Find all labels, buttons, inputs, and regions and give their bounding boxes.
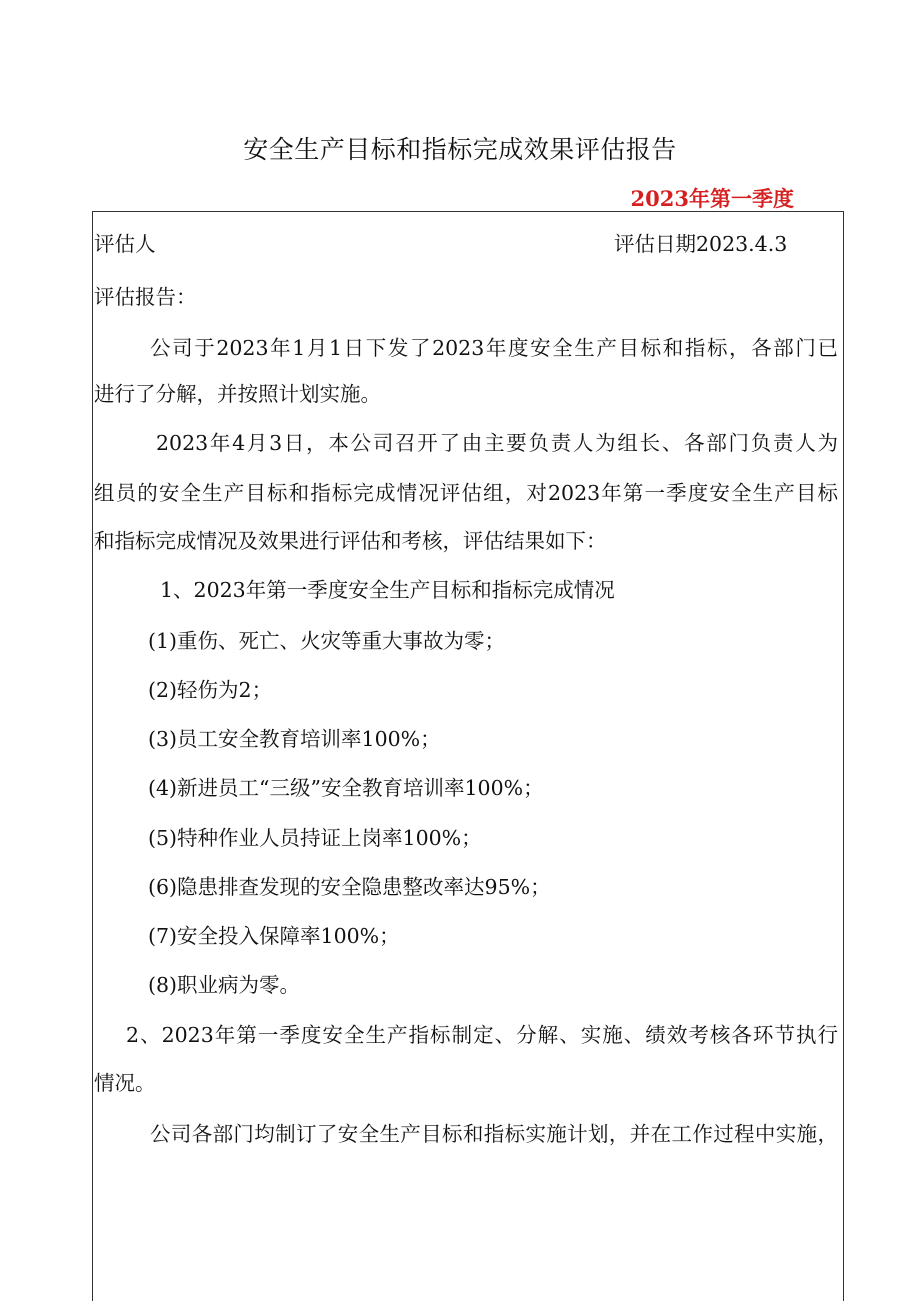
list-item: (2)轻伤为2；: [148, 678, 273, 702]
section-2-heading-line-1: 2、2023年第一季度安全生产指标制定、分解、实施、绩效考核各环节执行: [126, 1023, 838, 1047]
list-item: (7)安全投入保障率100%；: [148, 924, 400, 948]
paragraph-1-line-1: 公司于2023年1月1日下发了2023年度安全生产目标和指标，各部门已: [150, 336, 838, 360]
list-item: (6)隐患排查发现的安全隐患整改率达95%；: [148, 875, 551, 899]
section-1-heading: 1、2023年第一季度安全生产目标和指标完成情况: [160, 578, 615, 602]
document-title: 安全生产目标和指标完成效果评估报告: [243, 135, 677, 164]
evaluation-date: 评估日期2023.4.3: [614, 232, 788, 256]
list-item: (3)员工安全教育培训率100%；: [148, 727, 441, 751]
list-item: (5)特种作业人员持证上岗率100%；: [148, 826, 482, 850]
quarter-label: 2023年第一季度: [630, 186, 794, 211]
paragraph-1-line-2: 进行了分解，并按照计划实施。: [94, 382, 381, 406]
report-label: 评估报告：: [94, 285, 197, 309]
list-item: (4)新进员工“三级”安全教育培训率100%；: [148, 776, 544, 800]
paragraph-2-line-1: 2023年4月3日，本公司召开了由主要负责人为组长、各部门负责人为: [156, 431, 838, 455]
list-item: (8)职业病为零。: [148, 973, 301, 997]
paragraph-3-line-1: 公司各部门均制订了安全生产目标和指标实施计划，并在工作过程中实施，: [150, 1122, 838, 1146]
paragraph-2-line-3: 和指标完成情况及效果进行评估和考核，评估结果如下：: [94, 529, 607, 553]
evaluator-label: 评估人: [94, 232, 156, 256]
section-2-heading-line-2: 情况。: [94, 1071, 156, 1095]
list-item: (1)重伤、死亡、火灾等重大事故为零；: [148, 629, 506, 653]
paragraph-2-line-2: 组员的安全生产目标和指标完成情况评估组，对2023年第一季度安全生产目标: [94, 481, 838, 505]
